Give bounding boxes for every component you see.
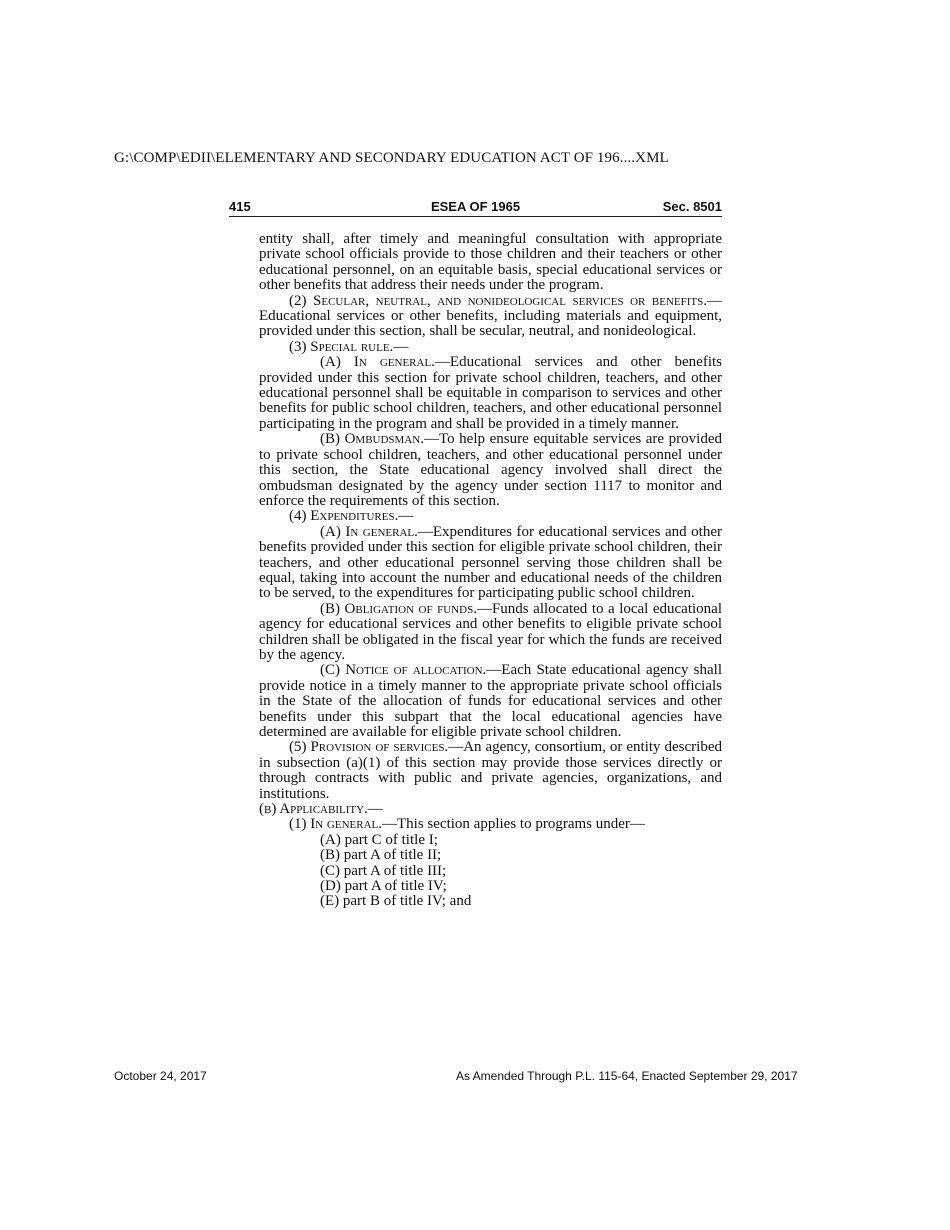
header-section: Sec. 8501 [662,199,722,214]
file-path: G:\COMP\EDII\ELEMENTARY AND SECONDARY EDUCATION ACT OF 196....XML [114,150,669,166]
list-item: (E) part B of title IV; and [320,893,472,910]
paragraph-3b-text: —To help ensure equitable services are provided to private school children, teachers, and other educational personnel under this section, the State educational agency involved shall direct the ombudsman designated by the agency under section 1117 to monitor and enforce the requirements of this section. [259,431,722,509]
list-item: (C) part A of title III; [320,862,447,879]
paragraph-3a-text: —Educational services and other benefits provided under this section for private school children, teachers, and other educational personnel shall be equitable in comparison to services and other benefits for public school children, teachers, and other educational personnel participating in the program and shall be provided in a timely manner. [259,354,722,432]
paragraph-4-heading: (4) Expenditures. [289,508,399,525]
subsection-b1-heading: (1) In general. [289,816,383,833]
paragraph-2-text: —Educational services or other benefits, including materials and equipment, provided under this section, shall be secular, neutral, and nonideological. [259,292,722,340]
paragraph-5-text: —An agency, consortium, or entity described in subsection (a)(1) of this section may provide those services directly or through contracts with public and private agencies, organizations, and institutions. [259,739,722,802]
paragraph-4c [259,663,722,740]
header-title: ESEA OF 1965 [430,199,521,214]
running-header [229,198,722,217]
paragraph-2 [259,294,722,340]
paragraph-4c-text: —Each State educational agency shall provide notice in a timely manner to the appropriate private school officials in the State of the allocation of funds for educational services and other benefits under this subpart that the local educational agencies have determined are available for eligible private school children. [259,662,722,740]
paragraph-3-text: — [393,338,409,355]
subsection-b-text: — [367,801,383,818]
paragraph-2-heading: (2) Secular, neutral, and nonideological services or benefits. [289,292,707,309]
paragraph-4c-heading: (C) Notice of allocation. [320,662,487,679]
paragraph-4b-heading: (B) Obligation of funds. [320,600,477,617]
paragraph-5-heading: (5) Provision of services. [289,739,449,756]
paragraph-3-heading: (3) Special rule. [289,338,394,355]
paragraph-4b [259,602,722,664]
paragraph-4 [259,509,722,524]
subsection-b1-text: —This section applies to programs under— [382,816,645,833]
paragraph-4a-heading: (A) In general. [320,523,418,540]
paragraph-3a [259,355,722,432]
subsection-b1 [259,817,722,832]
paragraph-continuation: entity shall, after timely and meaningful consultation with appropriate private school officials provide to those children and their teachers or other educational personnel, on an equitable basis, special educational services or other benefits that address their needs under the program. [259,231,722,294]
subsection-b [259,802,722,817]
document-body [259,232,722,910]
paragraph-3b-heading: (B) Ombudsman. [320,431,424,448]
list-item: (B) part A of title II; [320,847,442,864]
subsection-b-heading: (b) Applicability. [259,801,368,818]
paragraph-3a-heading: (A) In general. [320,354,435,371]
paragraph-4-text: — [398,508,414,525]
list-item: (A) part C of title I; [320,831,438,848]
paragraph-4a [259,525,722,602]
header-page-number: 415 [229,199,251,214]
paragraph-4b-text: —Funds allocated to a local educational agency for educational services and other benefits to eligible private school children shall be obligated in the fiscal year for which the funds are received by the agency. [259,600,723,663]
list-item: (D) part A of title IV; [320,878,447,895]
footer-date: October 24, 2017 [114,1069,207,1083]
paragraph-3 [259,340,722,355]
paragraph-4a-text: —Expenditures for educational services and other benefits provided under this section for eligible private school children, their teachers, and other educational personnel serving those children shall be equal, taking into account the number and educational needs of the children to be served, to the expenditures for participating public school children. [259,523,722,602]
footer-amendment-note: As Amended Through P.L. 115-64, Enacted September 29, 2017 [456,1069,798,1083]
paragraph-5 [259,740,722,802]
paragraph-3b [259,432,722,509]
